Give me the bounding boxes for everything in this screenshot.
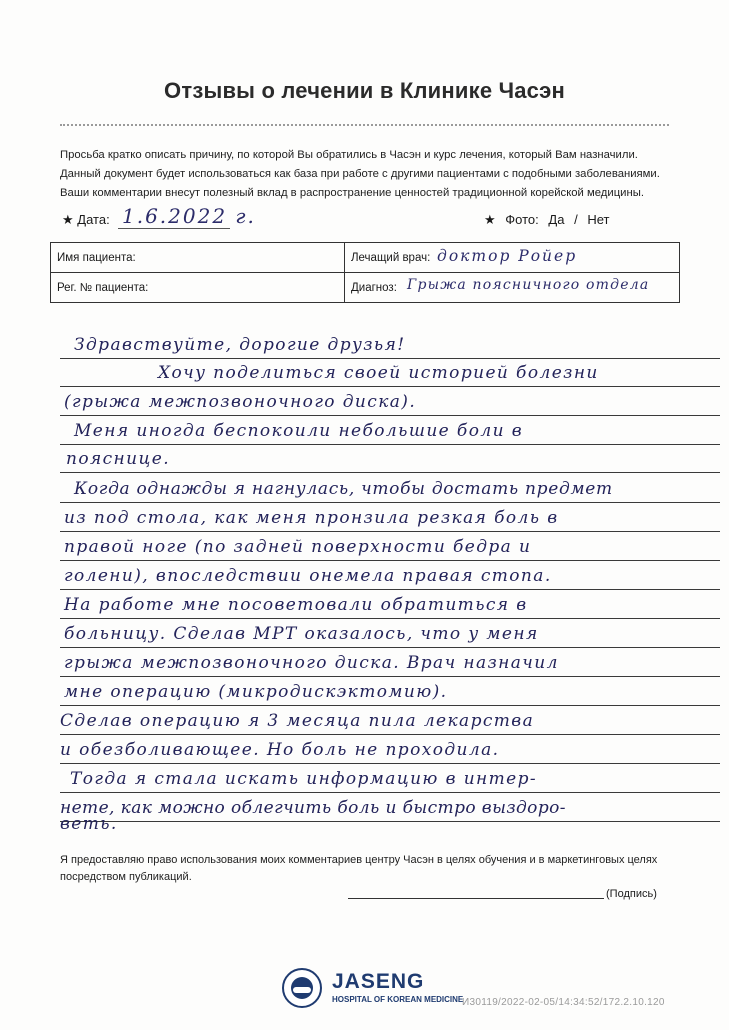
letter-line: Хочу поделиться своей историей болезни — [60, 358, 720, 389]
jaseng-logo — [282, 966, 482, 1010]
intro-line: Данный документ будет использоваться как база при работе с другими пациентами с подобными заболеваниями. — [60, 168, 660, 180]
page-title: Отзывы о лечении в Клинике Часэн — [164, 78, 565, 103]
doctor-label: Лечащий врач: — [351, 251, 431, 264]
letter-line: (грыжа межпозвоночного диска). — [60, 387, 720, 418]
letter-line: голени), впоследствии онемела правая стопа. — [60, 561, 720, 592]
letter-line: Сделав операцию я 3 месяца пила лекарства — [60, 706, 720, 737]
letter-line: Меня иногда беспокоили небольшие боли в — [60, 416, 720, 447]
photo-no-option[interactable]: Нет — [587, 212, 610, 227]
letter-line: Тогда я стала искать информацию в интер- — [60, 764, 720, 795]
letter-line: из под стола, как меня пронзила резкая боль в — [60, 503, 720, 534]
letter-line: и обезболивающее. Но боль не проходила. — [60, 735, 720, 766]
letter-line: На работе мне посоветовали обратиться в — [60, 590, 720, 621]
patient-name-label: Имя пациента: — [57, 251, 136, 264]
signature-label: (Подпись) — [606, 888, 657, 900]
doctor-value: доктор Ройер — [437, 247, 578, 265]
photo-label: Фото: — [505, 212, 539, 227]
brand-name: JASENG — [332, 970, 425, 993]
star-icon: ★ — [62, 212, 74, 227]
letter-line: Здравствуйте, дорогие друзья! — [60, 330, 720, 361]
brand-subtitle: HOSPITAL OF KOREAN MEDICINE — [332, 995, 464, 1004]
date-field-label — [62, 212, 110, 228]
diagnosis-value: Грыжа поясничного отдела — [407, 277, 650, 293]
patient-name-cell[interactable] — [51, 243, 345, 273]
reg-no-label: Рег. № пациента: — [57, 281, 149, 294]
letter-line: грыжа межпозвоночного диска. Врач назначил — [60, 648, 720, 679]
intro-line: Ваши комментарии внесут полезный вклад в распространение ценностей традиционной корейской медицины. — [60, 187, 644, 199]
date-label: Дата: — [77, 212, 110, 227]
date-handwritten-value: 1.6.2022 г. — [122, 204, 256, 228]
photo-separator: / — [574, 212, 578, 227]
consent-text: Я предоставляю право использования моих комментариев центру Часэн в целях обучения и в маркетинговых целях посредством публикаций. — [60, 854, 658, 883]
letter-line: нете, как можно облегчить боль и быстро выздоро- — [60, 793, 720, 824]
star-icon: ★ — [484, 212, 496, 227]
doctor-cell[interactable] — [345, 243, 680, 273]
photo-yes-option[interactable]: Да — [548, 212, 565, 227]
print-stamp: И30119/2022-02-05/14:34:52/172.2.10.120 — [462, 997, 665, 1008]
letter-line: мне операцию (микродискэктомию). — [60, 677, 720, 708]
date-underline — [118, 228, 230, 229]
letter-line: пояснице. — [60, 444, 720, 475]
signature-line[interactable] — [348, 898, 604, 899]
patient-info-table — [50, 242, 680, 303]
dotted-divider — [60, 124, 669, 126]
jaseng-logo-icon — [282, 968, 322, 1008]
intro-text — [60, 146, 680, 203]
letter-line: правой ноге (по задней поверхности бедра и — [60, 532, 720, 563]
letter-line: больницу. Сделав МРТ оказалось, что у меня — [60, 619, 720, 650]
reg-no-cell[interactable] — [51, 273, 345, 303]
letter-line: Когда однажды я нагнулась, чтобы достать предмет — [60, 474, 720, 505]
photo-field — [484, 212, 609, 228]
diagnosis-label: Диагноз: — [351, 281, 397, 294]
diagnosis-cell[interactable] — [345, 273, 680, 303]
letter-line: веть. — [60, 814, 118, 834]
intro-line: Просьба кратко описать причину, по которой Вы обратились в Часэн и курс лечения, который Вам назначили. — [60, 149, 638, 161]
